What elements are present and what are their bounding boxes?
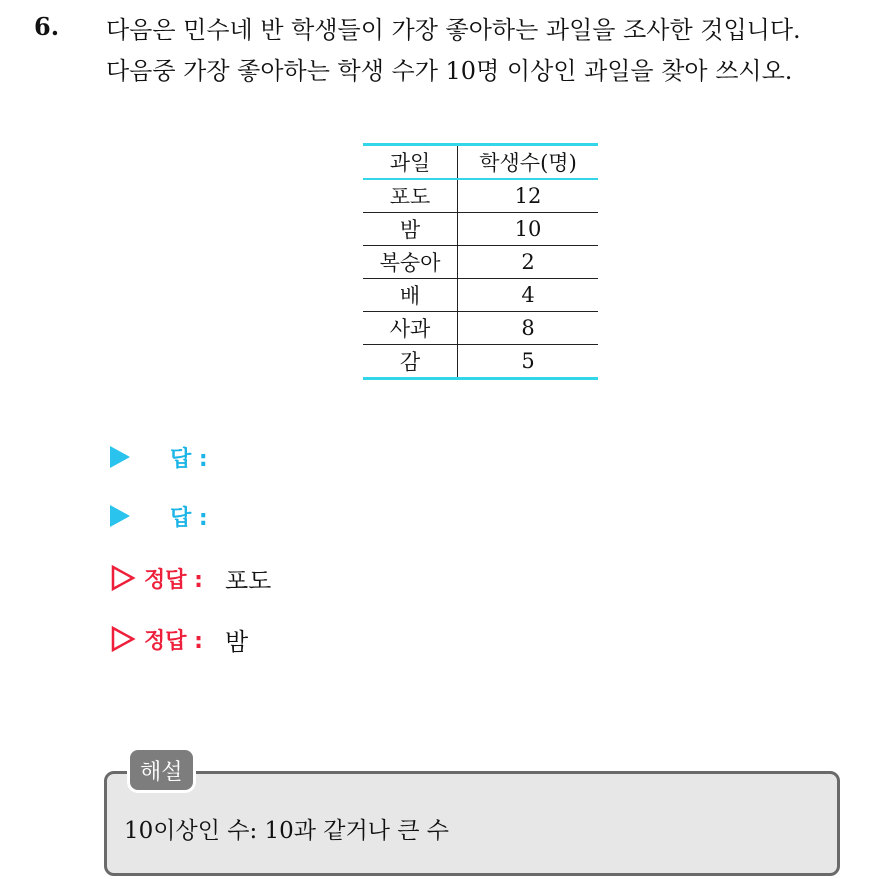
table-row xyxy=(363,213,598,246)
explanation-text: 10이상인 수: 10과 같거나 큰 수 xyxy=(124,818,450,844)
cell-count: 12 xyxy=(458,179,599,213)
correct-label: 정답 : xyxy=(144,567,203,593)
solid-triangle-icon xyxy=(110,505,130,527)
answer-label: 답 : xyxy=(170,446,208,472)
answer-row-1[interactable] xyxy=(110,440,208,474)
cell-count: 10 xyxy=(458,213,599,246)
table-header-row xyxy=(363,145,598,180)
question-line-1: 다음은 민수네 반 학생들이 가장 좋아하는 과일을 조사한 것입니다. xyxy=(106,16,801,44)
table-row xyxy=(363,179,598,213)
outline-triangle-icon xyxy=(110,626,136,652)
answer-label: 답 : xyxy=(170,505,208,531)
cell-fruit: 사과 xyxy=(363,312,458,345)
correct-label: 정답 : xyxy=(144,628,203,654)
fruit-table xyxy=(363,143,598,380)
cell-count: 5 xyxy=(458,345,599,379)
question-text xyxy=(106,10,801,92)
header-count: 학생수(명) xyxy=(458,145,599,180)
outline-triangle-icon xyxy=(110,565,136,591)
cell-fruit: 복숭아 xyxy=(363,246,458,279)
correct-value: 밤 xyxy=(224,627,249,656)
cell-count: 8 xyxy=(458,312,599,345)
correct-answer-row-2 xyxy=(110,622,248,656)
table-row xyxy=(363,279,598,312)
header-fruit: 과일 xyxy=(363,145,458,180)
answer-row-2[interactable] xyxy=(110,499,208,533)
correct-answer-row-1 xyxy=(110,561,271,595)
cell-fruit: 감 xyxy=(363,345,458,379)
correct-value: 포도 xyxy=(224,566,272,595)
table-row xyxy=(363,246,598,279)
explanation-tag: 해설 xyxy=(130,750,193,790)
table-row xyxy=(363,312,598,345)
cell-fruit: 포도 xyxy=(363,179,458,213)
question-line-2: 다음중 가장 좋아하는 학생 수가 10명 이상인 과일을 찾아 쓰시오. xyxy=(106,57,793,85)
cell-fruit: 배 xyxy=(363,279,458,312)
cell-count: 2 xyxy=(458,246,599,279)
table-row xyxy=(363,345,598,379)
question-number: 6. xyxy=(34,12,60,41)
solid-triangle-icon xyxy=(110,446,130,468)
cell-fruit: 밤 xyxy=(363,213,458,246)
cell-count: 4 xyxy=(458,279,599,312)
